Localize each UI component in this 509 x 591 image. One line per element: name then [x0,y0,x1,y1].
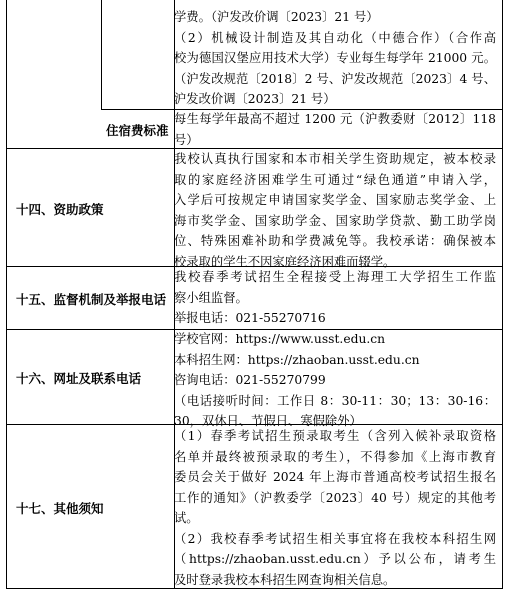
supervision-label: 十五、监督机制及举报电话 [16,292,167,307]
text-line: 号） [174,132,199,147]
text-line: 察小组监督。 [174,290,248,305]
accommodation-text [174,109,496,150]
other-notes-text [174,426,496,590]
other-notes-label: 十七、其他须知 [16,501,104,516]
supervision-text [174,267,496,329]
tuition-text [174,7,496,110]
text-line: 取的家庭经济困难学生可通过“绿色通道”申请入学， [174,172,496,187]
text-line: 每生每学年最高不超过 1200 元（沪教委财〔2012〕118 [174,112,496,126]
text-line: 工作的通知》（沪教委学〔2023〕40 号）规定的其他考 [174,490,496,505]
text-line: （电话接听时间：工作日 8：30-11：30；13：30-16： [174,393,496,408]
aid-policy-label: 十四、资助政策 [16,202,104,217]
text-line: 名单并最终被预录取的考生），不得参加《上海市教育 [174,449,496,464]
text-line: 举报电话：021-55270716 [174,311,326,325]
contact-label: 十六、网址及联系电话 [16,371,142,386]
text-line: 沪发改价调〔2023〕21 号） [174,92,336,106]
text-line: 我校认真执行国家和本市相关学生资助规定，被本校录 [174,152,496,166]
contact-text [174,329,496,432]
aid-policy-text [174,149,496,272]
school-website: 学校官网：https://www.usst.edu.cn [174,332,386,346]
admission-website: 本科招生网：https://zhaoban.usst.edu.cn [174,352,420,367]
text-line: 我校春季考试招生全程接受上海理工大学招生工作监 [174,270,496,284]
text-line: 及时登录我校本科招生网查询相关信息。 [174,572,396,587]
text-line: （https://zhaoban.usst.edu.cn）予以公布，请考生 [174,552,496,566]
consult-phone: 咨询电话：021-55270799 [174,373,326,387]
text-line: 入学后可按规定申请国家奖学金、国家励志奖学金、上 [174,193,496,207]
col-divider-left [101,0,102,109]
text-line: （2）我校春季考试招生相关事宜将在我校本科招生网 [174,531,496,546]
text-line: （2）机械设计制造及其自动化（中德合作）（合作高 [174,30,496,45]
text-line: 校录取的学生不因家庭经济困难而辍学。 [174,254,396,269]
text-line: 试。 [174,511,199,525]
accommodation-label: 住宿费标准 [106,123,169,138]
text-line: 海市奖学金、国家助学金、国家助学贷款、勤工助学岗 [174,213,496,228]
text-line: （1）春季考试招生预录取考生（含列入候补录取资格 [174,429,496,443]
text-line: 学费。（沪发改价调〔2023〕21 号） [174,10,379,24]
text-line: 委员会关于做好 2024 年上海市普通高校考试招生报名 [174,470,496,484]
text-line: 位、特殊困难补助和学费减免等。我校承诺：确保被本 [174,234,496,248]
text-line: （沪发改规范〔2018〕2 号、沪发改规范〔2023〕4 号、 [174,71,496,86]
text-line: 校为德国汉堡应用技术大学）专业每生每学年 21000 元。 [174,51,496,65]
text-line: 30，双休日、节假日、寒假除外） [174,414,362,428]
